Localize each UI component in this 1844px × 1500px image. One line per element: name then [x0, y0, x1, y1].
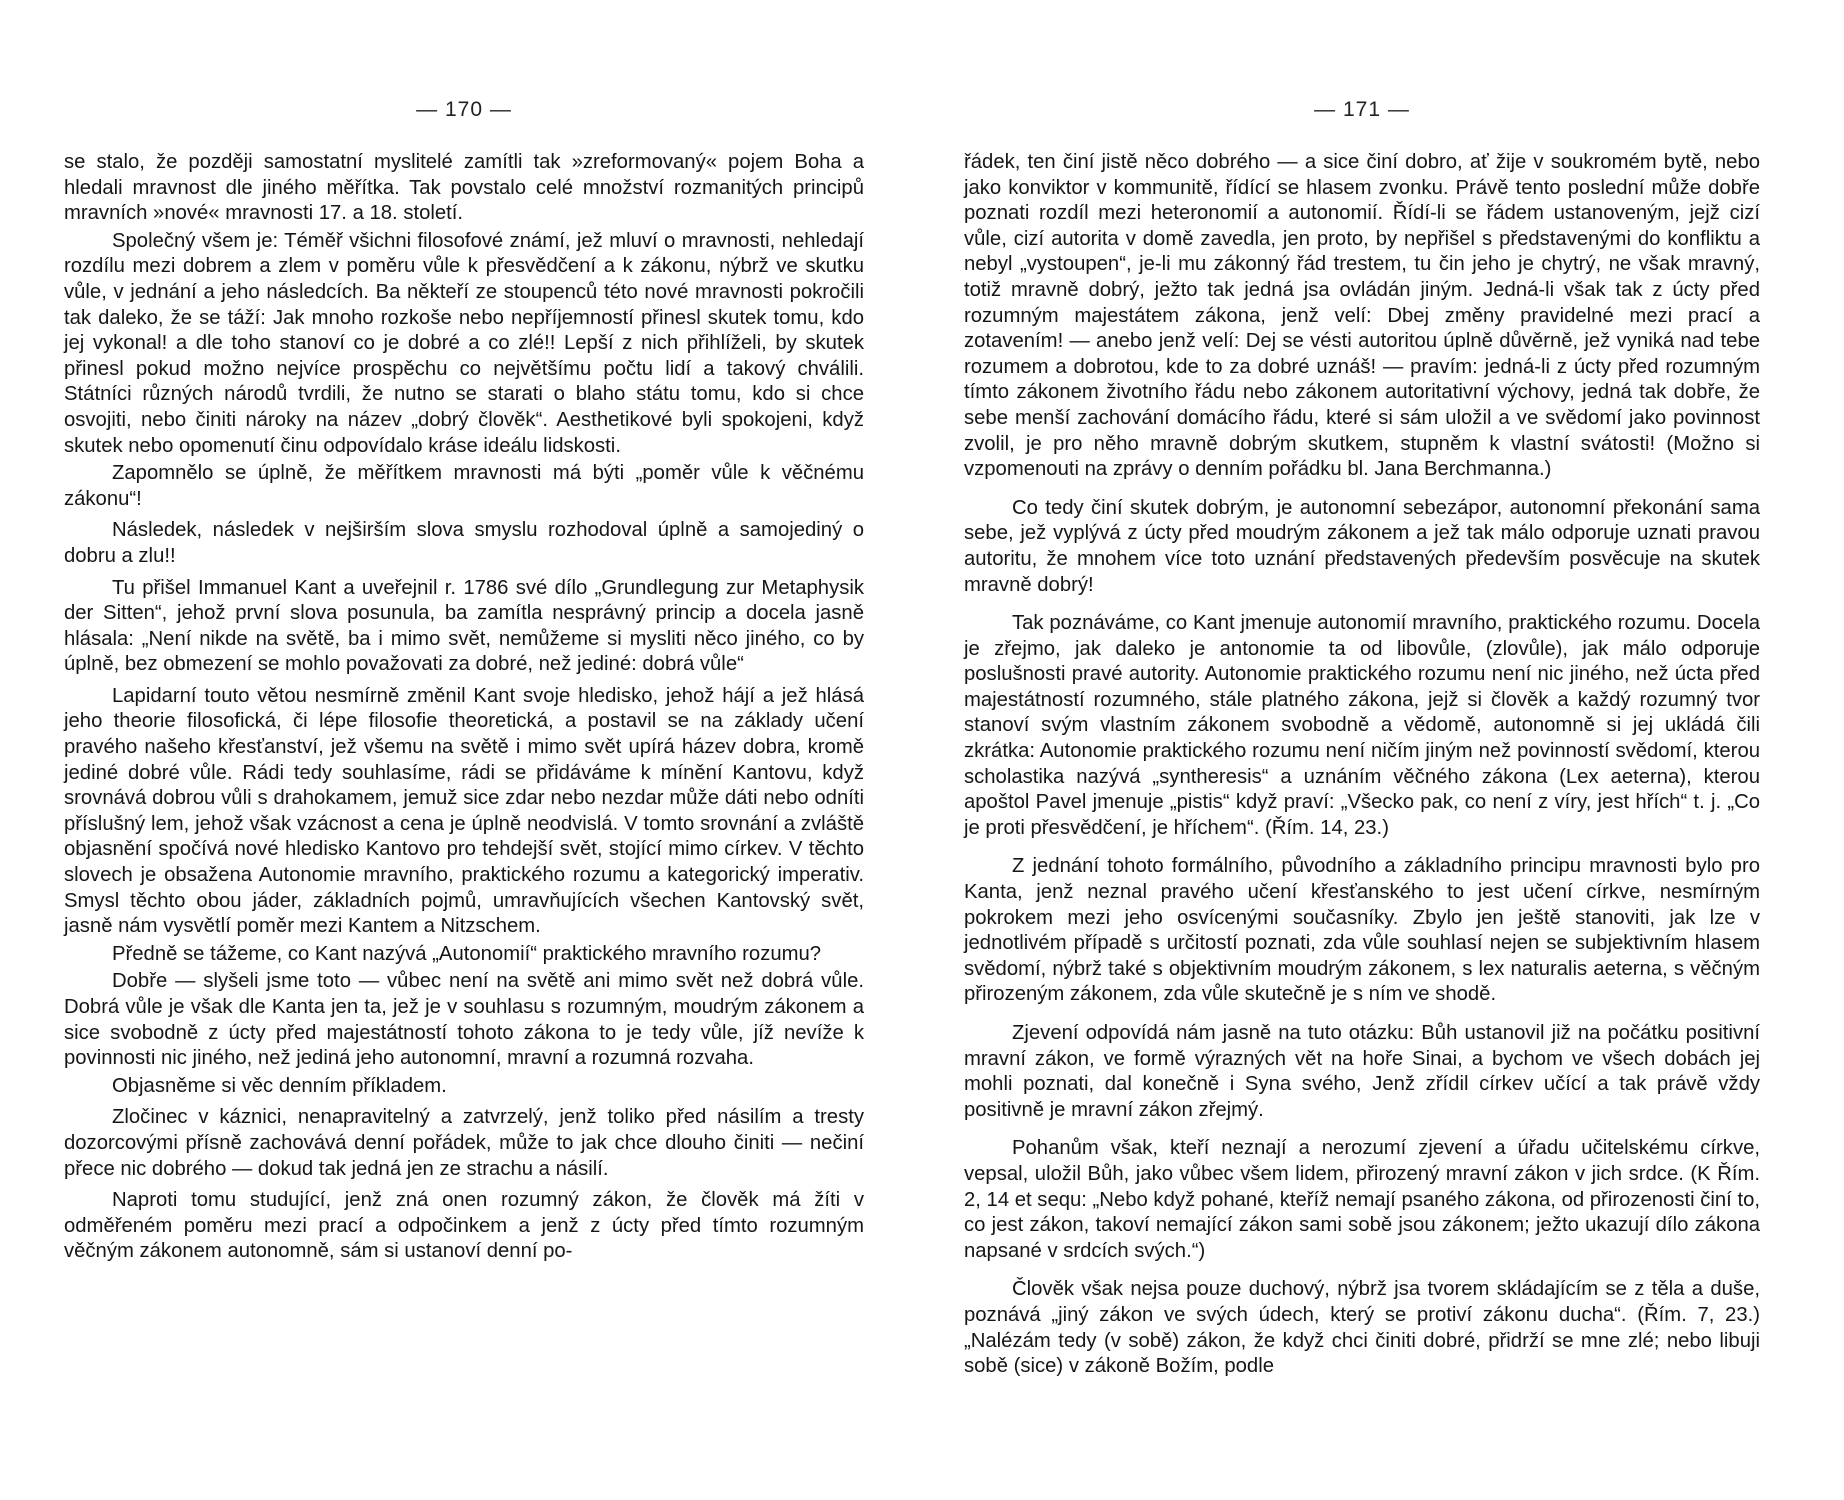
paragraph: Zločinec v káznici, nenapravitelný a zatvrzelý, jenž toliko před násilím a tresty dozorcovými přísně zachovává denní pořádek, může to jak chce dlouho činiti — nečiní přece nic dobrého — dokud tak jedná jen ze strachu a násilí. [64, 1106, 864, 1180]
paragraph: Lapidarní touto větou nesmírně změnil Kant svoje hledisko, jehož hájí a jež hlásá jeho theorie filosofická, či lépe filosofie theoretická, a postavil se na základy učení pravého našeho křesťanství, jež všemu na světě i mimo svět upírá házev dobra, kromě jediné dobré vůle. Rádi tedy souhlasíme, rádi se přidáváme k mínění Kantovu, když srovnává dobrou vůli s drahokamem, jemuž sice zdar nebo nezdar může dáti nebo odníti příslušný lem, jehož však vzácnost a cena je úplně neodvislá. V tomto srovnání a zvláště objasnění spočívá nové hledisko Kantovo pro tehdejší svět, stojící mimo církev. V těchto slovech je obsažena Autonomie mravního, praktického rozumu a kategorický imperativ. Smysl těchto obou jáder, základních pojmů, umravňujících všechen Kantovský svět, jasně nám vysvětlí poměr mezi Kantem a Nitzschem. [64, 684, 864, 938]
paragraph: Pohanům však, kteří neznají a nerozumí zjevení a úřadu učitelskému církve, vepsal, uložil Bůh, jako vůbec všem lidem, přirozený mravní zákon v jich srdce. (K Řím. 2, 14 et sequ: „Nebo když pohané, kteříž nemají psaného zákona, od přirozenosti činí to, co jest zákon, takoví nemající zákon sami sobě jsou zákonem; ježto ukazují dílo zákona napsané v srdcích svých.“) [964, 1137, 1760, 1262]
paragraph: Tak poznáváme, co Kant jmenuje autonomií mravního, praktického rozumu. Docela je zřejmo, jak daleko je antonomie ta od libovůle, (zlovůle), jak málo odporuje poslušnosti pravé autority. Autonomie praktického rozumu není nic jiného, než úcta před majestátností rozumného, stále platného zákona, jejž si člověk a každý rozumný tvor stanoví svým vlastním zákonem svobodně a vědomě, autonomně si jej ukládá čili zkrátka: Autonomie praktického rozumu není ničím jiným než povinností svědomí, kterou scholastika nazývá „syntheresis“ a uznáním věčného zákona (Lex aeterna), kterou apoštol Pavel jmenuje „pistis“ když praví: „Všecko pak, co není z víry, jest hřích“ t. j. „Co je proti přesvědčení, je hříchem“. (Řím. 14, 23.) [964, 612, 1760, 839]
paragraph: Následek, následek v nejširším slova smyslu rozhodoval úplně a samojediný o dobru a zlu!! [64, 519, 864, 567]
page-body [64, 150, 864, 1271]
page-number: — 171 — [1314, 98, 1410, 121]
paragraph: Objasněme si věc denním příkladem. [112, 1074, 447, 1097]
paragraph: se stalo, že později samostatní myslitelé zamítli tak »zreformovaný« pojem Boha a hledali mravnost dle jiného měřítka. Tak povstalo celé množství rozmanitých principů mravních »nové« mravnosti 17. a 18. století. [64, 151, 864, 225]
paragraph: Zjevení odpovídá nám jasně na tuto otázku: Bůh ustanovil již na počátku positivní mravní zákon, ve formě výrazných vět na hoře Sinai, a bychom ve všech dobách jej mohli poznati, dal konečně i Syna svého, Jenž zřídil církev učící a tak právě vždy positivně je mravní zákon zřejmý. [964, 1022, 1760, 1121]
page-body [964, 150, 1760, 1386]
paragraph: Naproti tomu studující, jenž zná onen rozumný zákon, že člověk má žíti v odměřeném poměru mezi prací a odpočinkem a jenž z úcty před tímto rozumným věčným zákonem autonomně, sám si ustanoví denní po- [64, 1189, 864, 1263]
page-number: — 170 — [416, 98, 512, 121]
paragraph: Z jednání tohoto formálního, původního a základního principu mravnosti bylo pro Kanta, jenž neznal pravého učení křesťanského to jest učení církve, nesmírným pokrokem mezi jeho osvícenými současníky. Zbylo jen ještě stanoviti, jak lze v jednotlivém případě s určitostí poznati, zda vůle souhlasí nejen se subjektivním hlasem svědomí, nýbrž také s objektivním moudrým zákonem, s lex naturalis aeterna, s věčným přirozeným zákonem, zda vůle skutečně je s ním ve shodě. [964, 855, 1760, 1006]
paragraph: Zapomnělo se úplně, že měřítkem mravnosti má býti „poměr vůle k věčnému zákonu“! [64, 462, 864, 510]
paragraph: Co tedy činí skutek dobrým, je autonomní sebezápor, autonomní překonání sama sebe, jež vyplývá z úcty před moudrým zákonem a jež tak málo odporuje uznati pravou autoritu, že mnohem více toto uznání představených především posvěcuje na skutek mravně dobrý! [964, 496, 1760, 596]
left-page [64, 0, 864, 1500]
paragraph: Společný všem je: Téměř všichni filosofové známí, jež mluví o mravnosti, nehledají rozdílu mezi dobrem a zlem v poměru vůle k přesvědčení a k zákonu, nýbrž ve skutku vůle, v jednání a jeho následcích. Ba někteří ze stoupenců této nové mravnosti pokročili tak daleko, že se táží: Jak mnoho rozkoše nebo nepříjemností přinesl skutek tomu, kdo jej vykonal! a dle toho stanoví co je dobré a co zlé!! Lepší z nich přihlíželi, by skutek přinesl pokud možno nejvíce prospěchu co největšímu počtu lidí a takový chválili. Státníci různých národů tvrdili, že nutno se starati o blaho státu tomu, kdo si chce osvojiti, nebo činiti nároky na název „dobrý člověk“. Aesthetikové byli spokojeni, když skutek nebo opomenutí činu odpovídalo kráse ideálu lidskosti. [64, 229, 864, 457]
paragraph: Předně se tážeme, co Kant nazývá „Autonomií“ praktického mravního rozumu? [112, 942, 822, 965]
paragraph: Člověk však nejsa pouze duchový, nýbrž jsa tvorem skládajícím se z těla a duše, poznává „jiný zákon ve svých údech, který se protiví zákonu ducha“. (Řím. 7, 23.) „Nalézám tedy (v sobě) zákon, že když chci činiti dobré, přidrží se mne zlé; nebo libuji sobě (sice) v zákoně Božím, podle [964, 1278, 1760, 1378]
paragraph: Tu přišel Immanuel Kant a uveřejnil r. 1786 své dílo „Grundlegung zur Metaphysik der Sitten“, jehož první slova posunula, ba zamítla nesprávný princip a docela jasně hlásala: „Není nikde na světě, ba i mimo svět, nemůžeme si mysliti něco jiného, co by úplně, bez obmezení se mohlo považovati za dobré, než jediné: dobrá vůle“ [64, 576, 864, 676]
right-page [964, 0, 1760, 1500]
paragraph: řádek, ten činí jistě něco dobrého — a sice činí dobro, ať žije v soukromém bytě, nebo jako konviktor v kommunitě, řídící se hlasem zvonku. Právě tento poslední může dobře poznati rozdíl mezi heteronomií a autonomií. Řídí-li se řádem ustanoveným, jejž cizí vůle, cizí autorita v domě zavedla, jen proto, by nepřišel s představenými do konfliktu a nebyl „vystoupen“, je-li mu zákonný řád trestem, tu čin jeho je chytrý, ne však mravný, totiž mravně dobrý, ježto tak jedná jsa ovládán jiným. Jedná-li však tak z úcty před rozumným majestátem zákona, jenž velí: Dbej změny pravidelné mezi prací a zotavením! — anebo jenž velí: Dej se vésti autoritou úplně důvěrně, jež vyniká nad tebe rozumem a dobrotou, kde to za dobré uznáš! — pravím: jedná-li z úcty před rozumným tímto zákonem životního řádu nebo zákonem autoritativní výchovy, jedná tak dobře, že sebe menší zachování domácího řádu, které si sám uložil a ve svědomí jako povinnost zvolil, je pro něho mravně dobrým skutkem, stupněm k vlastní svátosti! (Možno si vzpomenouti na zprávy o denním pořádku bl. Jana Berchmanna.) [964, 151, 1760, 481]
paragraph: Dobře — slyšeli jsme toto — vůbec není na světě ani mimo svět než dobrá vůle. Dobrá vůle je však dle Kanta jen ta, jež je v souhlasu s rozumným, moudrým zákonem a sice svobodně z úcty před majestátností tohoto zákona to je tedy vůle, jíž nevíže k povinnosti nic jiného, než jediná jeho autonomní, mravní a rozumná rozvaha. [64, 970, 864, 1070]
